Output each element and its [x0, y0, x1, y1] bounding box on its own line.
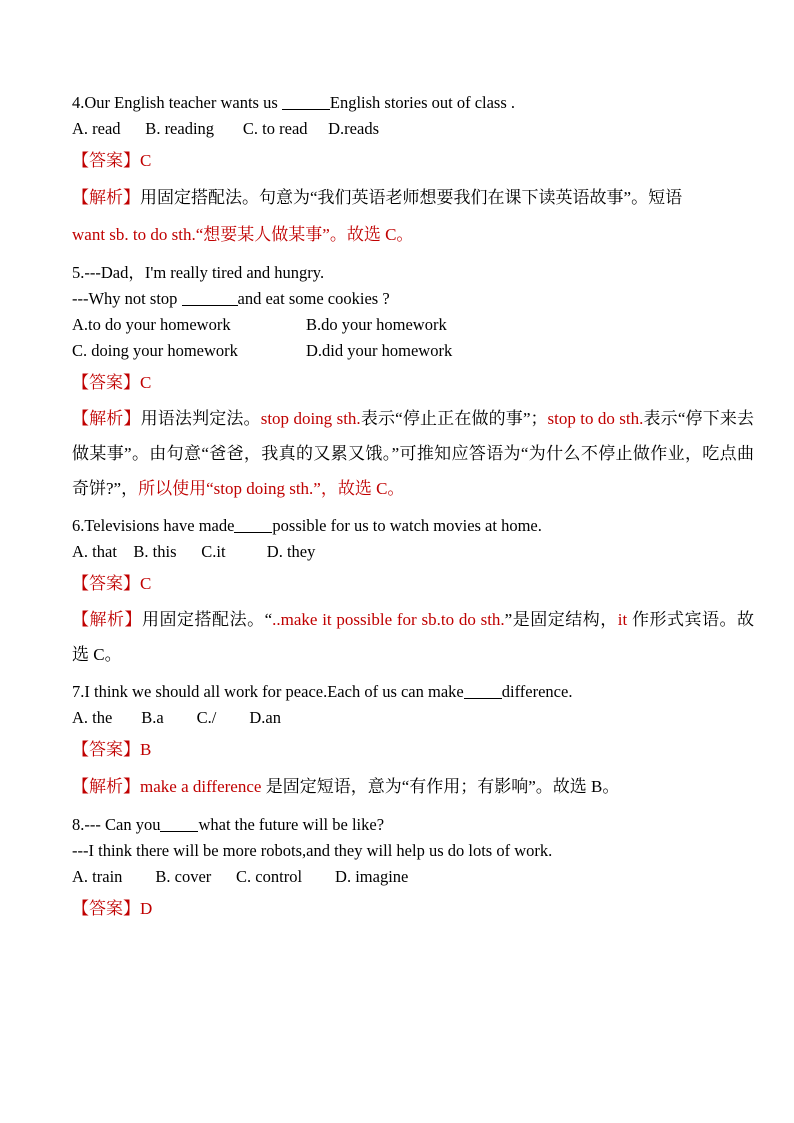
options-line [72, 338, 754, 364]
options-line: A. that B. this C.it D. they [72, 542, 316, 561]
answer-blank [282, 93, 330, 110]
answer-line [72, 890, 754, 927]
answer-tag: 【答案】 [72, 740, 140, 759]
explanation-tag: 【解析】 [72, 777, 140, 796]
highlight-phrase: ..make it possible for sb.to do sth. [272, 610, 505, 629]
question-8 [72, 812, 754, 927]
answer-tag: 【答案】 [72, 373, 140, 392]
options-line: A. read B. reading C. to read D.reads [72, 119, 379, 138]
question-4 [72, 90, 754, 253]
answer-tag: 【答案】 [72, 151, 140, 170]
explanation [72, 179, 754, 253]
explanation-text: 是固定短语，意为“有作用；有影响”。故选 B。 [261, 777, 620, 796]
explanation-text: “想要某人做某事”。故选 C。 [195, 225, 414, 244]
option-b: B.do your homework [306, 315, 447, 334]
answer-line [72, 565, 754, 602]
explanation-text: 表示“停下来去做某事”。由句意“爸爸，我真的又累又饿。”可推知应答语为“为什么不停止做作业，吃点曲奇饼?”， [72, 409, 755, 498]
question-stem [72, 286, 754, 312]
answer-blank [464, 682, 502, 699]
question-5 [72, 260, 754, 506]
stem-text: what the future will be like? [198, 815, 385, 834]
answer-blank [182, 289, 238, 306]
answer-line [72, 364, 754, 401]
answer-blank [160, 815, 198, 832]
stem-text: English stories out of class . [329, 93, 516, 112]
stem-text: 7.I think we should all work for peace.Each of us can make [72, 682, 464, 701]
question-stem [72, 812, 754, 838]
question-stem [72, 679, 754, 705]
stem-text: 6.Televisions have made [72, 516, 235, 535]
stem-text: difference. [501, 682, 573, 701]
highlight-phrase: 所以使用“stop doing sth.”， [138, 479, 338, 498]
explanation-text: 用语法判定法。 [140, 409, 261, 428]
highlight-phrase: stop doing sth. [260, 409, 361, 428]
options-line [72, 312, 754, 338]
highlight-phrase: want sb. to do sth. [72, 225, 196, 244]
explanation-text: 故选 C。 [337, 479, 405, 498]
question-stem: 5.---Dad，I'm really tired and hungry. [72, 263, 325, 282]
options-line: A. the B.a C./ D.an [72, 708, 281, 727]
stem-text: ---Why not stop [72, 289, 182, 308]
explanation-text: 用固定搭配法。句意为“我们英语老师想要我们在课下读英语故事”。短语 [140, 188, 683, 207]
explanation [72, 401, 754, 506]
answer-value: B [140, 740, 152, 759]
explanation-text: 作形式宾语。故选 C。 [72, 610, 755, 664]
stem-text: 4.Our English teacher wants us [72, 93, 282, 112]
explanation [72, 602, 754, 672]
answer-tag: 【答案】 [72, 574, 140, 593]
explanation-text: 表示“停止正在做的事”； [360, 409, 548, 428]
answer-value: C [140, 373, 152, 392]
question-stem: ---I think there will be more robots,and they will help us do lots of work. [72, 841, 553, 860]
explanation-line [72, 216, 754, 253]
options-line: A. train B. cover C. control D. imagine [72, 867, 409, 886]
question-7 [72, 679, 754, 805]
answer-value: D [140, 899, 153, 918]
explanation-text: 用固定搭配法。“ [142, 610, 273, 629]
answer-tag: 【答案】 [72, 899, 140, 918]
answer-line [72, 731, 754, 768]
option-c: C. doing your homework [72, 341, 238, 360]
question-6 [72, 513, 754, 672]
option-a: A.to do your homework [72, 315, 231, 334]
explanation-tag: 【解析】 [72, 610, 143, 629]
answer-value: C [140, 151, 152, 170]
document-page [72, 90, 754, 934]
stem-text: possible for us to watch movies at home. [272, 516, 542, 535]
highlight-phrase: it [617, 610, 628, 629]
question-stem [72, 513, 754, 539]
explanation-line [72, 179, 754, 216]
explanation-tag: 【解析】 [72, 188, 140, 207]
question-stem [72, 90, 754, 116]
explanation-text: ”是固定结构， [504, 610, 618, 629]
stem-text: 8.--- Can you [72, 815, 161, 834]
answer-blank [234, 516, 272, 533]
answer-value: C [140, 574, 152, 593]
option-d: D.did your homework [306, 341, 453, 360]
highlight-phrase: make a difference [140, 777, 262, 796]
explanation [72, 768, 754, 805]
highlight-phrase: stop to do sth. [547, 409, 644, 428]
answer-line [72, 142, 754, 179]
stem-text: and eat some cookies ? [237, 289, 390, 308]
explanation-tag: 【解析】 [72, 409, 141, 428]
